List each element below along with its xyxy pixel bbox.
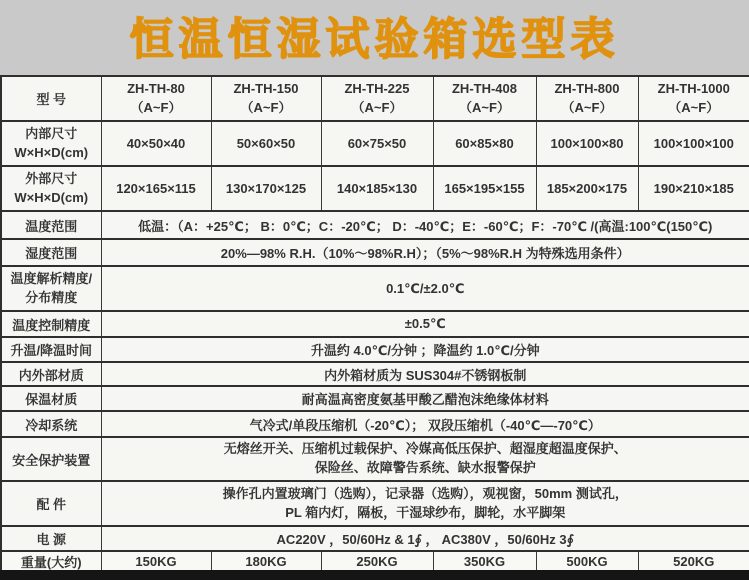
spec-table — [0, 75, 749, 573]
row-temp-control — [1, 311, 749, 337]
model-range: （A~F） — [561, 99, 613, 115]
heating-cooling-time-value: 升温约 4.0℃/分钟 ；降温约 1.0℃/分钟 — [101, 337, 749, 362]
model-cell — [101, 76, 211, 121]
row-heating-cooling-time — [1, 337, 749, 362]
cooling-system-value: 气冷式/单段压缩机（-20℃）； 双段压缩机（-40℃—-70℃） — [101, 411, 749, 437]
row-temperature-range — [1, 211, 749, 239]
row-label-material: 内外部材质 — [1, 362, 101, 386]
weight-value: 250KG — [321, 551, 433, 572]
inner-size-value: 50×60×50 — [211, 121, 321, 166]
row-label-accessories: 配 件 — [1, 481, 101, 526]
model-range: （A~F） — [459, 99, 510, 115]
accessories-line: PL 箱内灯，隔板，干湿球纱布，脚轮，水平脚架 — [285, 504, 566, 520]
label-text: 分布精度 — [25, 289, 78, 305]
row-label-cooling-system: 冷却系统 — [1, 411, 101, 437]
model-name: ZH-TH-800 — [554, 80, 620, 96]
model-name: ZH-TH-225 — [344, 80, 410, 96]
page-title: 恒温恒湿试验箱选型表 — [129, 14, 620, 64]
row-label-insulation: 保温材质 — [1, 386, 101, 411]
row-label-humidity-range: 湿度范围 — [1, 239, 101, 266]
weight-value: 520KG — [638, 551, 749, 572]
accessories-value — [101, 481, 749, 526]
label-text: 外部尺寸 — [25, 170, 78, 186]
row-power — [1, 526, 749, 551]
row-model — [1, 76, 749, 121]
inner-size-value: 40×50×40 — [101, 121, 211, 166]
row-temp-resolution — [1, 266, 749, 311]
weight-value: 150KG — [101, 551, 211, 572]
outer-size-value: 120×165×115 — [101, 166, 211, 211]
row-label-weight: 重量(大约) — [1, 551, 101, 572]
row-label-inner-size — [1, 121, 101, 166]
weight-value: 180KG — [211, 551, 321, 572]
row-label-outer-size — [1, 166, 101, 211]
row-humidity-range — [1, 239, 749, 266]
temp-resolution-value: 0.1℃/±2.0℃ — [101, 266, 749, 311]
model-range: （A~F） — [130, 99, 182, 115]
row-insulation — [1, 386, 749, 411]
model-range: （A~F） — [351, 99, 403, 115]
weight-value: 350KG — [433, 551, 536, 572]
model-cell — [433, 76, 536, 121]
inner-size-value: 60×75×50 — [321, 121, 433, 166]
temperature-range-value: 低温：（A：+25℃； B：0℃；C：-20℃； D：-40℃；E：-60℃；F：-70℃ /(高温:100℃(150℃) — [101, 211, 749, 239]
row-label-temperature-range: 温度范围 — [1, 211, 101, 239]
model-name: ZH-TH-80 — [127, 80, 185, 96]
model-cell — [211, 76, 321, 121]
accessories-line: 操作孔内置玻璃门（选购），记录器（选购），观视窗，50mm 测试孔， — [222, 485, 628, 501]
row-accessories — [1, 481, 749, 526]
model-name: ZH-TH-150 — [233, 80, 299, 96]
safety-line: 保险丝、故障警告系统、缺水报警保护 — [314, 460, 536, 475]
temp-control-value: ±0.5℃ — [101, 311, 749, 337]
title-area — [0, 0, 749, 75]
row-label-temp-resolution — [1, 266, 101, 311]
humidity-range-value: 20%—98% R.H.（10%～98%R.H）；（5%～98%R.H 为特殊选用条件） — [101, 239, 749, 266]
insulation-value: 耐高温高密度氨基甲酸乙醋泡沫绝缘体材料 — [101, 386, 749, 411]
bottom-bar — [0, 570, 749, 580]
row-inner-size — [1, 121, 749, 166]
safety-line: 无熔丝开关、压缩机过载保护、冷媒高低压保护、超湿度超温度保护、 — [223, 441, 627, 457]
row-safety — [1, 437, 749, 481]
inner-size-value: 100×100×100 — [638, 121, 749, 166]
row-label-power: 电 源 — [1, 526, 101, 551]
model-cell — [638, 76, 749, 121]
material-value: 内外箱材质为 SUS304#不锈钢板制 — [101, 362, 749, 386]
row-label-heating-cooling-time: 升温/降温时间 — [1, 337, 101, 362]
row-label-safety: 安全保护装置 — [1, 437, 101, 481]
inner-size-value: 100×100×80 — [536, 121, 638, 166]
label-text: 内部尺寸 — [25, 125, 78, 141]
outer-size-value: 140×185×130 — [321, 166, 433, 211]
label-text: 温度解析精度/ — [10, 270, 93, 286]
row-outer-size — [1, 166, 749, 211]
model-name: ZH-TH-1000 — [657, 80, 730, 96]
row-label-temp-control: 温度控制精度 — [1, 311, 101, 337]
inner-size-value: 60×85×80 — [433, 121, 536, 166]
label-text: W×H×D(cm) — [14, 189, 89, 205]
safety-value — [101, 437, 749, 481]
model-name: ZH-TH-408 — [451, 80, 517, 96]
row-cooling-system — [1, 411, 749, 437]
row-label-model: 型 号 — [1, 76, 101, 121]
model-cell — [321, 76, 433, 121]
model-range: （A~F） — [240, 99, 292, 115]
power-value: AC220V ，50/60Hz & 1∮ ， AC380V ，50/60Hz 3∮ — [101, 526, 749, 551]
model-range: （A~F） — [668, 99, 720, 115]
weight-value: 500KG — [536, 551, 638, 572]
outer-size-value: 130×170×125 — [211, 166, 321, 211]
model-cell — [536, 76, 638, 121]
outer-size-value: 165×195×155 — [433, 166, 536, 211]
outer-size-value: 185×200×175 — [536, 166, 638, 211]
outer-size-value: 190×210×185 — [638, 166, 749, 211]
row-material — [1, 362, 749, 386]
label-text: W×H×D(cm) — [14, 144, 89, 160]
row-weight — [1, 551, 749, 572]
